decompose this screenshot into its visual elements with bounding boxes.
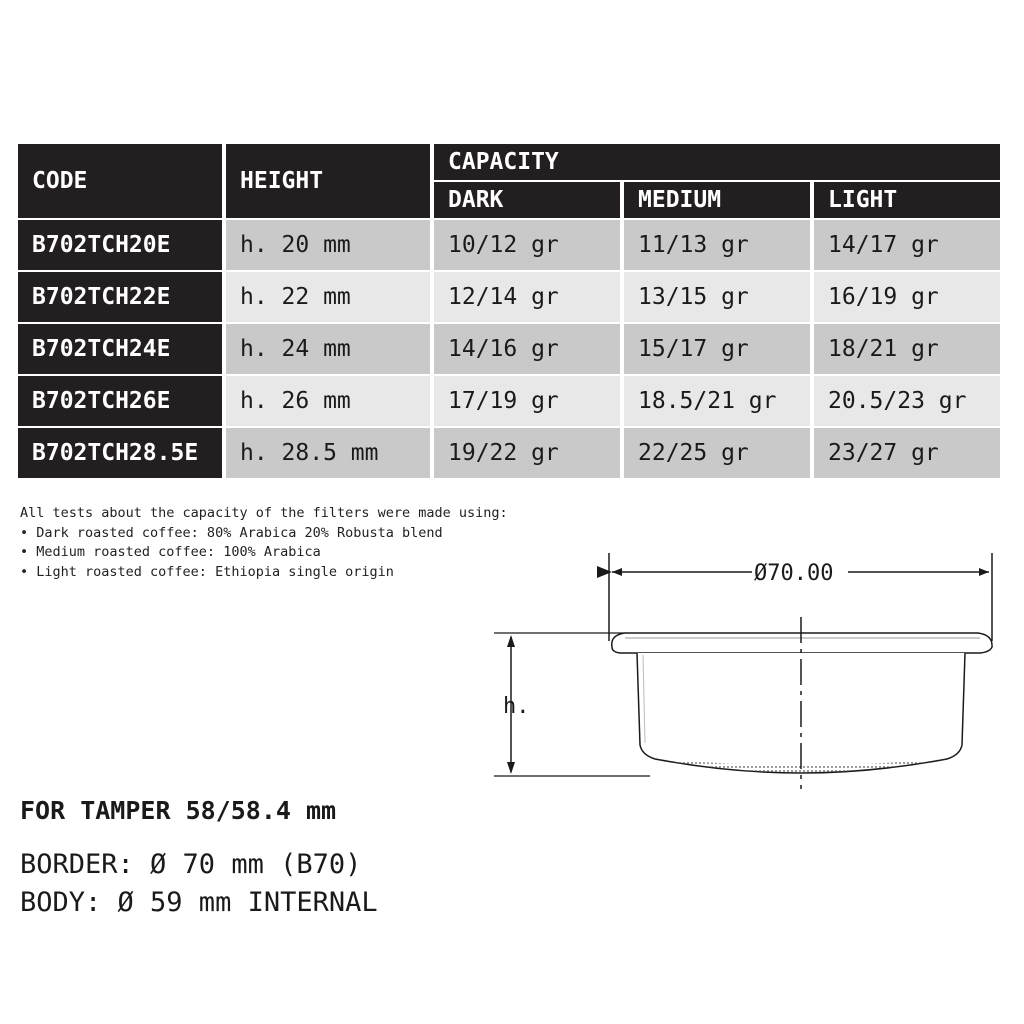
cell-dark: 12/14 gr: [434, 272, 620, 322]
height-label: h.: [503, 694, 530, 719]
cell-height: h. 24 mm: [226, 324, 430, 374]
cell-code: B702TCH28.5E: [18, 428, 222, 478]
table-row: [18, 272, 1000, 322]
header-height: HEIGHT: [226, 144, 430, 218]
notes-item: • Medium roasted coffee: 100% Arabica: [20, 544, 321, 560]
cell-light: 20.5/23 gr: [814, 376, 1000, 426]
arrow-right-icon: [979, 568, 989, 576]
border-spec: BORDER: Ø 70 mm (B70): [20, 849, 362, 880]
cell-height: h. 22 mm: [226, 272, 430, 322]
cell-dark: 14/16 gr: [434, 324, 620, 374]
cell-medium: 11/13 gr: [624, 220, 810, 270]
notes-intro: All tests about the capacity of the filters were made using:: [20, 505, 508, 521]
header-capacity: CAPACITY: [434, 144, 1000, 180]
cell-medium: 13/15 gr: [624, 272, 810, 322]
header-code: CODE: [18, 144, 222, 218]
arrow-left-icon: [612, 568, 622, 576]
cell-dark: 10/12 gr: [434, 220, 620, 270]
capacity-table: [14, 142, 1004, 480]
cell-light: 14/17 gr: [814, 220, 1000, 270]
diameter-label: Ø70.00: [754, 561, 834, 586]
cell-light: 16/19 gr: [814, 272, 1000, 322]
dimension-specs: [20, 846, 378, 922]
table-row: [18, 376, 1000, 426]
arrow-down-icon: [507, 762, 515, 774]
cell-code: B702TCH22E: [18, 272, 222, 322]
cell-code: B702TCH20E: [18, 220, 222, 270]
tamper-spec: FOR TAMPER 58/58.4 mm: [20, 796, 337, 825]
body-spec: BODY: Ø 59 mm INTERNAL: [20, 887, 378, 918]
notes-item: • Dark roasted coffee: 80% Arabica 20% Robusta blend: [20, 524, 443, 541]
cell-medium: 15/17 gr: [624, 324, 810, 374]
cell-code: B702TCH24E: [18, 324, 222, 374]
table-header-row: [18, 144, 1000, 180]
cell-light: 18/21 gr: [814, 324, 1000, 374]
cell-height: h. 28.5 mm: [226, 428, 430, 478]
table-row: [18, 428, 1000, 478]
test-notes: [20, 504, 508, 582]
table-row: [18, 220, 1000, 270]
cell-medium: 18.5/21 gr: [624, 376, 810, 426]
basket-rim: [612, 633, 992, 653]
arrow-up-icon: [507, 635, 515, 647]
cell-height: h. 26 mm: [226, 376, 430, 426]
cell-medium: 22/25 gr: [624, 428, 810, 478]
cell-dark: 19/22 gr: [434, 428, 620, 478]
filter-basket-drawing: [490, 545, 1002, 795]
header-dark: DARK: [434, 182, 620, 218]
cell-light: 23/27 gr: [814, 428, 1000, 478]
table-row: [18, 324, 1000, 374]
notes-item: • Light roasted coffee: Ethiopia single origin: [20, 563, 394, 580]
header-medium: MEDIUM: [624, 182, 810, 218]
cell-height: h. 20 mm: [226, 220, 430, 270]
cell-dark: 17/19 gr: [434, 376, 620, 426]
header-light: LIGHT: [814, 182, 1000, 218]
cell-code: B702TCH26E: [18, 376, 222, 426]
